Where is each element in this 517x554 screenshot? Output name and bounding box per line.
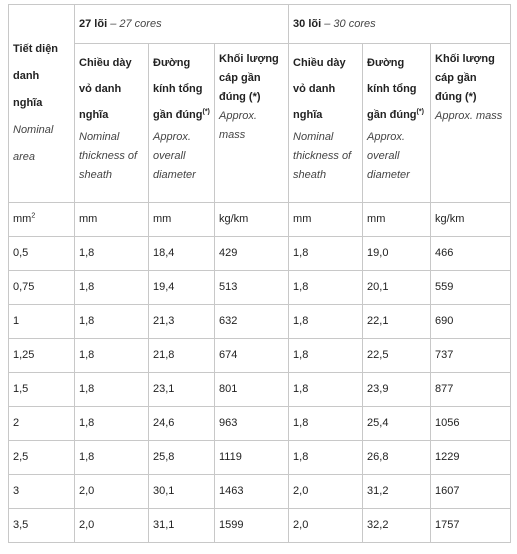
unit-mass: kg/km bbox=[215, 203, 289, 237]
diameter-mark: (*) bbox=[202, 108, 210, 116]
cell-diameter-27: 21,3 bbox=[149, 305, 215, 339]
cell-cross-section: 0,5 bbox=[9, 237, 75, 271]
unit-area-exp: 2 bbox=[31, 212, 36, 220]
cell-thickness-27: 2,0 bbox=[75, 475, 149, 509]
cell-thickness-27: 1,8 bbox=[75, 407, 149, 441]
cell-diameter-27: 23,1 bbox=[149, 373, 215, 407]
thickness-en: Nominal thickness of sheath bbox=[79, 131, 138, 181]
cell-diameter-27: 30,1 bbox=[149, 475, 215, 509]
header-thickness-1 bbox=[75, 44, 149, 203]
cell-diameter-30: 26,8 bbox=[363, 441, 431, 475]
unit-diameter: mm bbox=[363, 203, 431, 237]
cell-mass-27: 963 bbox=[215, 407, 289, 441]
data-rows bbox=[9, 237, 511, 543]
cell-diameter-30: 23,9 bbox=[363, 373, 431, 407]
cell-diameter-30: 25,4 bbox=[363, 407, 431, 441]
diameter-en: Approx. overall diameter bbox=[153, 131, 196, 181]
cell-diameter-30: 19,0 bbox=[363, 237, 431, 271]
cell-cross-section: 3 bbox=[9, 475, 75, 509]
group1-vi: 27 lõi bbox=[79, 17, 108, 30]
cell-mass-27: 674 bbox=[215, 339, 289, 373]
cell-mass-30: 1229 bbox=[431, 441, 511, 475]
unit-mass: kg/km bbox=[431, 203, 511, 237]
unit-diameter: mm bbox=[149, 203, 215, 237]
header-group-30: 30 lõi – 30 cores bbox=[289, 5, 511, 44]
cell-mass-30: 1757 bbox=[431, 509, 511, 543]
mass-en: Approx. mass bbox=[219, 110, 257, 141]
cell-thickness-30: 1,8 bbox=[289, 373, 363, 407]
cell-thickness-30: 1,8 bbox=[289, 271, 363, 305]
cell-mass-27: 429 bbox=[215, 237, 289, 271]
cell-mass-27: 1463 bbox=[215, 475, 289, 509]
cell-mass-27: 801 bbox=[215, 373, 289, 407]
cell-thickness-27: 1,8 bbox=[75, 305, 149, 339]
cross-section-en: Nominal area bbox=[13, 124, 54, 163]
cell-mass-27: 632 bbox=[215, 305, 289, 339]
cell-cross-section: 2 bbox=[9, 407, 75, 441]
cell-cross-section: 1 bbox=[9, 305, 75, 339]
table-row bbox=[9, 271, 511, 305]
mass-vi: Khối lượng cáp gần đúng (*) bbox=[219, 53, 279, 103]
cell-thickness-27: 1,8 bbox=[75, 441, 149, 475]
cell-thickness-30: 1,8 bbox=[289, 441, 363, 475]
cell-thickness-30: 2,0 bbox=[289, 475, 363, 509]
cell-diameter-27: 31,1 bbox=[149, 509, 215, 543]
cell-diameter-30: 22,1 bbox=[363, 305, 431, 339]
header-mass-1 bbox=[215, 44, 289, 203]
cell-diameter-27: 19,4 bbox=[149, 271, 215, 305]
unit-area-text: mm bbox=[13, 213, 32, 225]
table-row bbox=[9, 475, 511, 509]
header-mass-2 bbox=[431, 44, 511, 203]
cell-mass-30: 877 bbox=[431, 373, 511, 407]
cell-mass-27: 513 bbox=[215, 271, 289, 305]
cell-thickness-27: 1,8 bbox=[75, 237, 149, 271]
mass-vi: Khối lượng cáp gần đúng (*) bbox=[435, 53, 495, 103]
cell-cross-section: 0,75 bbox=[9, 271, 75, 305]
cell-mass-30: 466 bbox=[431, 237, 511, 271]
header-group-27: 27 lõi – 27 cores bbox=[75, 5, 289, 44]
cell-diameter-27: 21,8 bbox=[149, 339, 215, 373]
thickness-vi: Chiều dày vỏ danh nghĩa bbox=[293, 57, 346, 121]
cell-thickness-30: 1,8 bbox=[289, 339, 363, 373]
thickness-vi: Chiều dày vỏ danh nghĩa bbox=[79, 57, 132, 121]
table-row bbox=[9, 305, 511, 339]
diameter-mark: (*) bbox=[416, 108, 424, 116]
group1-en: 27 cores bbox=[119, 17, 162, 30]
table-row bbox=[9, 407, 511, 441]
cell-thickness-27: 2,0 bbox=[75, 509, 149, 543]
cell-thickness-27: 1,8 bbox=[75, 271, 149, 305]
cell-thickness-30: 1,8 bbox=[289, 305, 363, 339]
cell-diameter-27: 18,4 bbox=[149, 237, 215, 271]
thickness-en: Nominal thickness of sheath bbox=[293, 131, 352, 181]
cell-diameter-27: 24,6 bbox=[149, 407, 215, 441]
units-row bbox=[9, 203, 511, 237]
header-diameter-2 bbox=[363, 44, 431, 203]
group2-en: 30 cores bbox=[333, 17, 376, 30]
cell-cross-section: 1,25 bbox=[9, 339, 75, 373]
cell-thickness-30: 1,8 bbox=[289, 407, 363, 441]
cell-diameter-30: 20,1 bbox=[363, 271, 431, 305]
table-row bbox=[9, 373, 511, 407]
cell-mass-30: 1607 bbox=[431, 475, 511, 509]
cell-mass-30: 690 bbox=[431, 305, 511, 339]
table-row bbox=[9, 339, 511, 373]
cell-diameter-30: 22,5 bbox=[363, 339, 431, 373]
table-row bbox=[9, 509, 511, 543]
unit-thickness: mm bbox=[75, 203, 149, 237]
mass-en: Approx. mass bbox=[435, 110, 503, 122]
cell-cross-section: 3,5 bbox=[9, 509, 75, 543]
header-cross-section bbox=[9, 5, 75, 203]
diameter-vi bbox=[367, 50, 426, 128]
cell-mass-27: 1599 bbox=[215, 509, 289, 543]
diameter-vi bbox=[153, 50, 210, 128]
cell-diameter-27: 25,8 bbox=[149, 441, 215, 475]
cross-section-vi: Tiết diện danh nghĩa bbox=[13, 43, 59, 109]
cell-thickness-27: 1,8 bbox=[75, 373, 149, 407]
diameter-en: Approx. overall diameter bbox=[367, 131, 410, 181]
diameter-vi-text: Đường kính tổng gần đúng bbox=[153, 57, 203, 121]
unit-area bbox=[9, 203, 75, 237]
unit-thickness: mm bbox=[289, 203, 363, 237]
cable-spec-table bbox=[8, 4, 511, 543]
cell-mass-30: 1056 bbox=[431, 407, 511, 441]
cell-diameter-30: 32,2 bbox=[363, 509, 431, 543]
cell-mass-30: 559 bbox=[431, 271, 511, 305]
cell-thickness-30: 1,8 bbox=[289, 237, 363, 271]
table-row bbox=[9, 441, 511, 475]
cell-mass-27: 1119 bbox=[215, 441, 289, 475]
table-row bbox=[9, 237, 511, 271]
cell-diameter-30: 31,2 bbox=[363, 475, 431, 509]
cell-thickness-30: 2,0 bbox=[289, 509, 363, 543]
group2-vi: 30 lõi bbox=[293, 17, 322, 30]
diameter-vi-text: Đường kính tổng gần đúng bbox=[367, 57, 417, 121]
cell-mass-30: 737 bbox=[431, 339, 511, 373]
header-thickness-2 bbox=[289, 44, 363, 203]
cell-cross-section: 1,5 bbox=[9, 373, 75, 407]
cell-cross-section: 2,5 bbox=[9, 441, 75, 475]
header-diameter-1 bbox=[149, 44, 215, 203]
cell-thickness-27: 1,8 bbox=[75, 339, 149, 373]
